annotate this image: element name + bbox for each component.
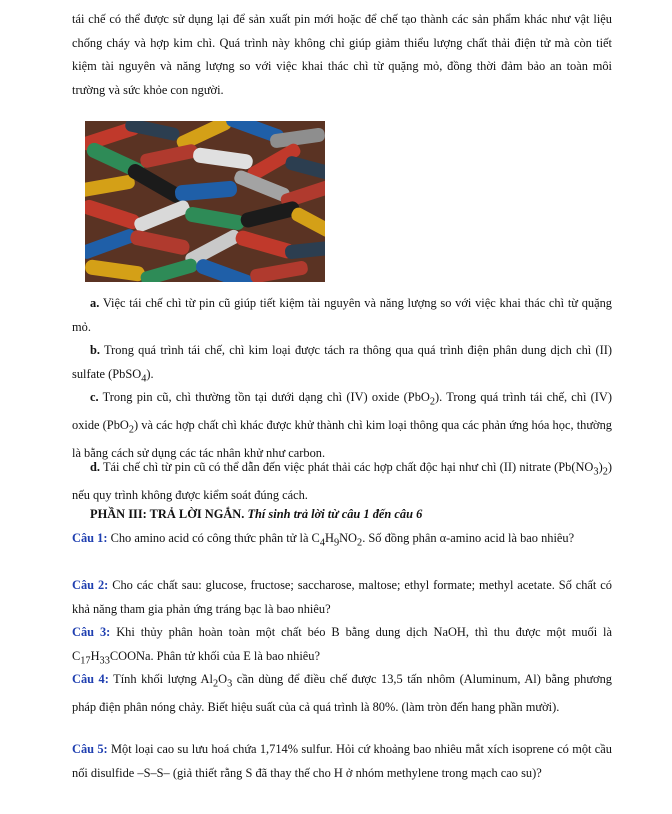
question-3-sub-1: 17 — [80, 654, 91, 666]
question-4-text-b: O — [218, 672, 228, 686]
question-4-label: Câu 4: — [72, 672, 109, 686]
question-5 — [72, 738, 612, 785]
question-3-text-c: COONa. Phân tử khối của E là bao nhiêu? — [109, 648, 320, 663]
statement-c-subscript-2: 2 — [128, 424, 135, 436]
intro-line-4: toàn môi trường và sức khỏe con người. — [72, 59, 612, 97]
statement-b — [72, 339, 612, 390]
statement-d-text-2: ) — [598, 460, 603, 474]
question-2-label: Câu 2: — [72, 578, 109, 592]
question-3-text-b: H — [90, 648, 100, 663]
question-2 — [72, 574, 612, 621]
statement-d-subscript-2: 2 — [602, 466, 608, 478]
question-4-text-c: cần dùng để điều chế được 13,5 tấn nhôm (Aluminum, Al) bằng phương pháp điện phân nóng chảy. Biết hiệu suất của cả quá trình là 80%. (làm tròn đến hang phần mười). — [72, 672, 612, 714]
question-1-text-a: Cho amino acid có công thức phân tử là C — [110, 531, 320, 545]
question-2-text: Cho các chất sau: glucose, fructose; saccharose, maltose; ethyl formate; methyl acetate. Số chất có khả năng tham gia phản ứng tráng bạc là bao nhiêu? — [72, 578, 612, 616]
question-3-text-a: Khi thủy phân hoàn toàn một chất béo B bằng dung dịch NaOH, thì thu được một muối là C — [72, 625, 612, 663]
question-1 — [72, 527, 612, 555]
question-3-sub-2: 33 — [99, 654, 110, 666]
statement-b-subscript: 4 — [141, 372, 147, 384]
intro-line-2: liệu chống cháy và hợp kim chì. Quá trình này không chỉ giúp giảm thiểu lượng chất thải điện tử mà — [72, 12, 612, 50]
question-1-sub-2: 9 — [333, 537, 340, 549]
statement-b-text-1: Trong quá trình tái chế, chì kim loại được tách ra thông qua quá trình điện phân dung dịch chì (II) sulfate (PbSO — [72, 343, 612, 381]
statement-b-text-2: ). — [146, 366, 154, 381]
section-heading — [72, 503, 612, 527]
question-4-text-a: Tính khối lượng Al — [113, 672, 213, 686]
question-1-sub-3: 2 — [357, 537, 363, 549]
section-title: PHẦN III: TRẢ LỜI NGẮN. — [90, 507, 245, 521]
question-4-sub-2: 3 — [227, 678, 233, 690]
question-5-text: Một loại cao su lưu hoá chứa 1,714% sulfur. Hỏi cứ khoảng bao nhiêu mắt xích isoprene có một cầu nối disulfide –S–S– (giả thiết rằng S đã thay thế cho H ở nhóm methylene trong mạch cao su)? — [72, 742, 612, 780]
question-3 — [72, 621, 612, 672]
question-3-label: Câu 3: — [72, 625, 111, 639]
statement-d-label: d. — [90, 460, 100, 474]
statement-d — [72, 456, 612, 507]
statement-d-text-1: Tái chế chì từ pin cũ có thể dẫn đến việc phát thải các hợp chất độc hại như chì (II) nitrate (Pb(NO — [102, 460, 594, 474]
statement-c-subscript-1: 2 — [429, 396, 436, 408]
question-1-text-d: . Số đồng phân α-amino acid là bao nhiêu? — [362, 531, 575, 545]
statement-a — [72, 292, 612, 339]
intro-paragraph — [72, 8, 612, 102]
intro-line-1: tái chế có thể được sử dụng lại để sản xuất pin mới hoặc để chế tạo thành các sản phẩm khác như vật — [72, 12, 590, 26]
statement-a-label: a. — [90, 296, 100, 310]
question-1-label: Câu 1: — [72, 531, 108, 545]
statement-c-text-3: ) và các hợp chất chì khác được khử thành chì kim loại thông qua các phản ứng hóa học, thường là bằng cách sử dụng các tác nhân khử như carbon. — [72, 417, 612, 460]
intro-line-3: còn tiết kiệm tài nguyên và năng lượng so với việc khai thác chì từ quặng mỏ, đồng thời đảm bảo an — [72, 35, 612, 73]
question-1-sub-1: 4 — [319, 537, 325, 549]
statement-d-text-3: ) nếu quy trình không được kiểm soát đúng cách. — [72, 460, 613, 502]
statement-c-label: c. — [90, 390, 99, 404]
question-5-label: Câu 5: — [72, 742, 108, 756]
statement-c-text-2: ). Trong quá trình tái chế, chì (IV) oxide (PbO — [72, 390, 612, 432]
question-1-text-c: NO — [339, 531, 358, 545]
statement-c-text-1: Trong pin cũ, chì thường tồn tại dưới dạng chì (IV) oxide (PbO — [102, 390, 430, 404]
battery-pile-photo — [85, 121, 325, 282]
statement-a-text: Việc tái chế chì từ pin cũ giúp tiết kiệm tài nguyên và năng lượng so với việc khai thác chì từ quặng mỏ. — [72, 296, 613, 334]
question-4-sub-1: 2 — [212, 678, 219, 690]
question-4 — [72, 668, 612, 719]
question-1-text-b: H — [324, 531, 334, 545]
section-subtitle: Thí sinh trả lời từ câu 1 đến câu 6 — [247, 507, 423, 521]
statement-c — [72, 386, 612, 465]
statement-d-subscript-1: 3 — [593, 466, 599, 478]
statement-b-label: b. — [90, 343, 100, 357]
